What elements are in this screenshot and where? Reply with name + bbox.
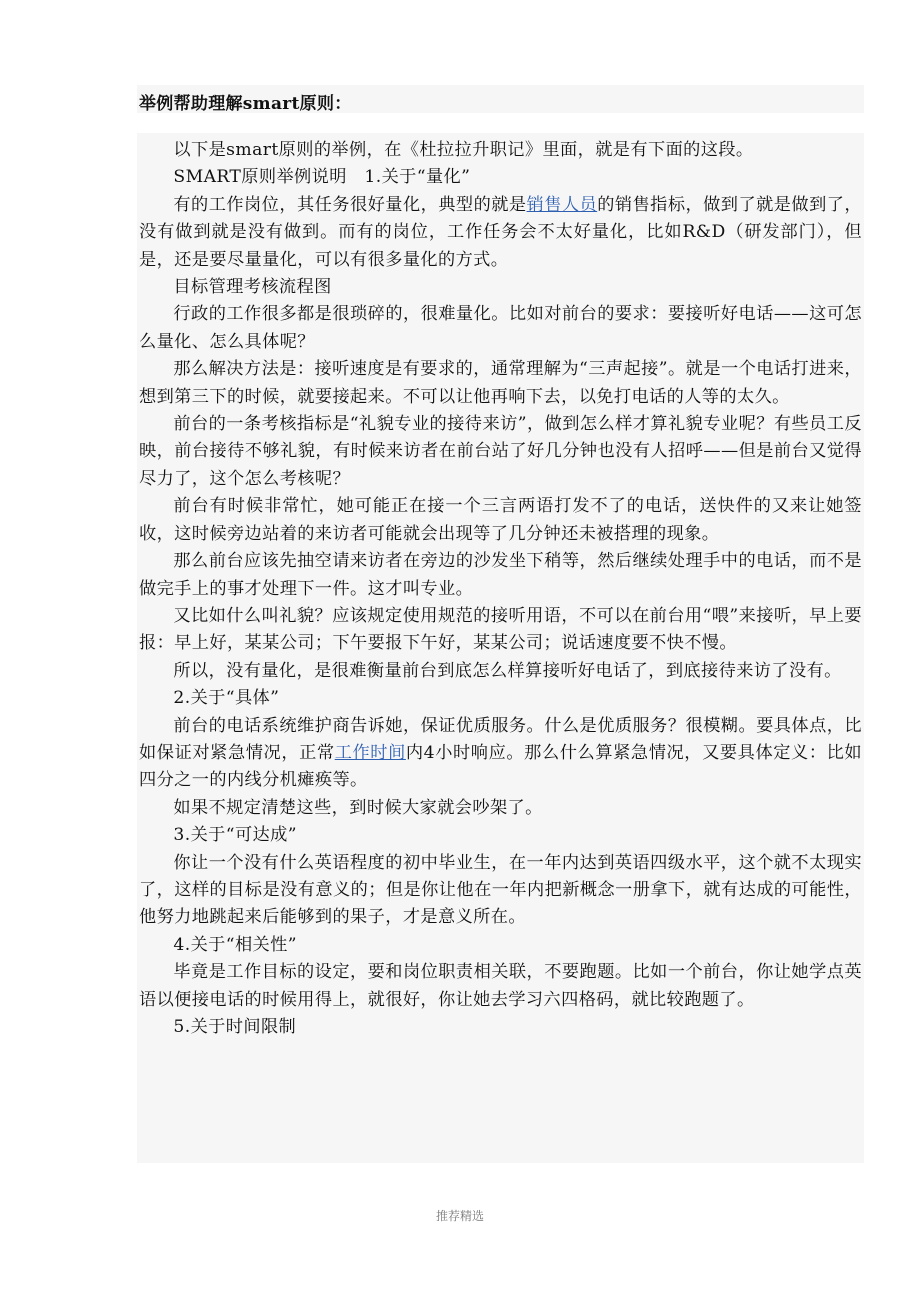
paragraph [139, 1014, 862, 1041]
paragraph-text: 前台有时候非常忙，她可能正在接一个三言两语打发不了的电话，送快件的又来让她签收，这时候旁边站着的来访者可能就会出现等了几分钟还未被搭理的现象。 [139, 496, 862, 544]
document-title: 举例帮助理解smart原则： [139, 94, 352, 114]
paragraph [139, 932, 862, 959]
paragraph-text: 又比如什么叫礼貌？应该规定使用规范的接听用语，不可以在前台用“喂”来接听，早上要报：早上好，某某公司；下午要报下午好，某某公司；说话速度要不快不慢。 [139, 605, 862, 654]
paragraph [139, 274, 862, 301]
paragraph-text: 前台的电话系统维护商告诉她，保证优质服务。什么是优质服务？很模糊。要具体点，比如保证对紧急情况，正常 [139, 715, 862, 763]
paragraph-text: 的销售指标，做到了就是做到了，没有做到就是没有做到。而有的岗位，工作任务会不太好量化，比如R&D（研发部门），但是，还是要尽量量化，可以有很多量化的方式。 [139, 194, 862, 270]
inline-link[interactable]: 工作时间 [334, 742, 406, 763]
paragraph [139, 685, 862, 712]
paragraph [139, 192, 862, 274]
paragraph [139, 493, 862, 548]
paragraph-text: 3.关于“可达成” [173, 825, 297, 846]
document-body [139, 137, 862, 1041]
paragraph-text: 那么解决方法是：接听速度是有要求的，通常理解为“三声起接”。就是一个电话打进来，想到第三下的时候，就要接起来。不可以让他再响下去，以免打电话的人等的太久。 [139, 359, 862, 407]
paragraph-text: 那么前台应该先抽空请来访者在旁边的沙发坐下稍等，然后继续处理手中的电话，而不是做完手上的事才处理下一件。这才叫专业。 [139, 551, 862, 599]
paragraph-text: 5.关于时间限制 [173, 1017, 297, 1037]
paragraph-text: 内4小时响应。那么什么算紧急情况，又要具体定义：比如四分之一的内线分机瘫痪等。 [139, 742, 862, 791]
paragraph [139, 548, 862, 603]
paragraph-text: 以下是smart原则的举例，在《杜拉拉升职记》里面，就是有下面的这段。 [173, 140, 754, 160]
paragraph-text: 目标管理考核流程图 [173, 277, 332, 298]
paragraph [139, 959, 862, 1014]
paragraph [139, 658, 862, 685]
paragraph-text: 2.关于“具体” [173, 688, 280, 709]
inline-link[interactable]: 销售人员 [526, 194, 598, 215]
paragraph [139, 301, 862, 356]
paragraph-text: 你让一个没有什么英语程度的初中毕业生，在一年内达到英语四级水平，这个就不太现实了，这样的目标是没有意义的；但是你让他在一年内把新概念一册拿下，就有达成的可能性，他努力地跳起来后能够到的果子，才是意义所在。 [139, 852, 862, 928]
paragraph [139, 850, 862, 932]
paragraph-text: 如果不规定清楚这些，到时候大家就会吵架了。 [173, 797, 543, 818]
paragraph-text: 毕竟是工作目标的设定，要和岗位职责相关联，不要跑题。比如一个前台，你让她学点英语以便接电话的时候用得上，就很好，你让她去学习六四格码，就比较跑题了。 [139, 962, 862, 1010]
paragraph-text: SMART原则举例说明 1.关于“量化” [173, 167, 471, 188]
paragraph-text: 行政的工作很多都是很琐碎的，很难量化。比如对前台的要求：要接听好电话——这可怎么量化、怎么具体呢？ [139, 304, 862, 352]
paragraph [139, 822, 862, 849]
paragraph [139, 603, 862, 658]
paragraph [139, 713, 862, 795]
paragraph [139, 795, 862, 822]
page-footer: 推荐精选 [435, 1209, 484, 1223]
paragraph [139, 356, 862, 411]
paragraph-text: 4.关于“相关性” [173, 934, 297, 955]
paragraph [139, 164, 862, 191]
paragraph-text: 前台的一条考核指标是“礼貌专业的接待来访”，做到怎么样才算礼貌专业呢？有些员工反映，前台接待不够礼貌，有时候来访者在前台站了好几分钟也没有人招呼——但是前台又觉得尽力了，这个怎么考核呢？ [139, 414, 862, 489]
paragraph-text: 有的工作岗位，其任务很好量化，典型的就是 [173, 194, 527, 215]
paragraph [139, 137, 862, 164]
paragraph-text: 所以，没有量化，是很难衡量前台到底怎么样算接听好电话了，到底接待来访了没有。 [173, 660, 842, 681]
paragraph [139, 411, 862, 493]
